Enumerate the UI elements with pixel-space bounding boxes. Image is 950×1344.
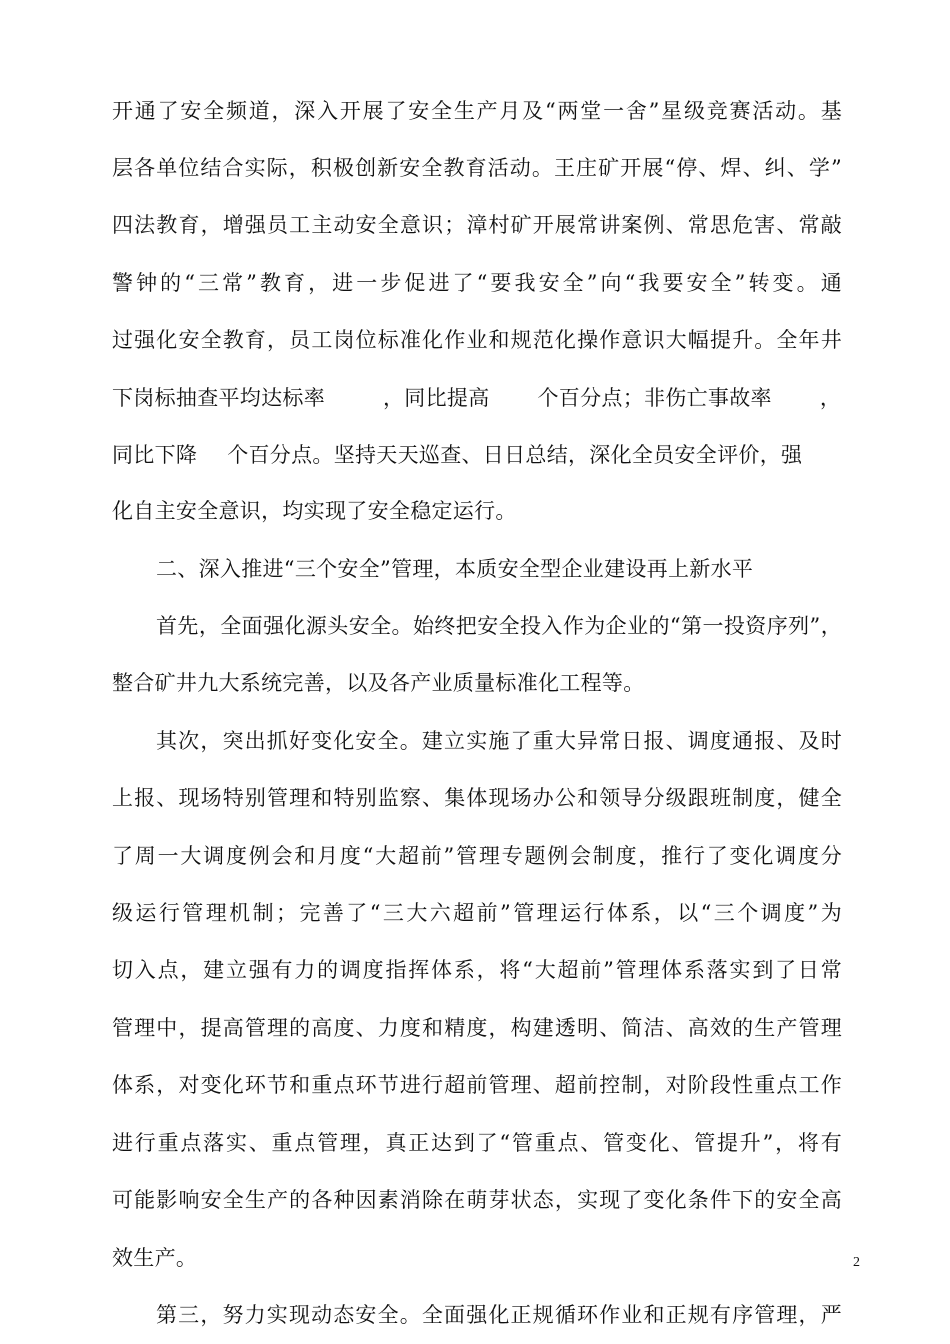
text-line: 开通了安全频道，深入开展了安全生产月及“两堂一舍”星级竞赛活动。基 [112, 99, 842, 123]
page-number: 2 [853, 1255, 860, 1270]
text-line: 层各单位结合实际，积极创新安全教育活动。王庄矿开展“停、焊、纠、学” [112, 156, 842, 180]
text-line: 整合矿井九大系统完善，以及各产业质量标准化工程等。 [112, 671, 645, 695]
section-heading: 二、深入推进“三个安全”管理，本质安全型企业建设再上新水平 [156, 557, 754, 581]
text-line: 警钟的“三常”教育，进一步促进了“要我安全”向“我要安全”转变。通 [112, 271, 842, 295]
text-line: 第三，努力实现动态安全。全面强化正规循环作业和正规有序管理，严 [156, 1303, 842, 1327]
text-segment: 个百分点；非伤亡事故率 [537, 386, 772, 410]
text-line-with-blanks [112, 441, 842, 469]
text-line: 切入点，建立强有力的调度指挥体系，将“大超前”管理体系落实到了日常 [112, 958, 842, 982]
text-segment: ， [819, 386, 842, 410]
text-line: 其次，突出抓好变化安全。建立实施了重大异常日报、调度通报、及时 [156, 729, 842, 753]
text-line: 化自主安全意识，均实现了安全稳定运行。 [112, 499, 517, 523]
text-line-with-blanks [112, 384, 842, 412]
text-line: 过强化安全教育，员工岗位标准化作业和规范化操作意识大幅提升。全年井 [112, 328, 842, 352]
text-line: 四法教育，增强员工主动安全意识；漳村矿开展常讲案例、常思危害、常敲 [112, 213, 842, 237]
text-line: 了周一大调度例会和月度“大超前”管理专题例会制度，推行了变化调度分 [112, 844, 842, 868]
text-line: 上报、现场特别管理和特别监察、集体现场办公和领导分级跟班制度，健全 [112, 786, 842, 810]
text-line: 可能影响安全生产的各种因素消除在萌芽状态，实现了变化条件下的安全高 [112, 1188, 842, 1212]
text-line: 体系，对变化环节和重点环节进行超前管理、超前控制，对阶段性重点工作 [112, 1073, 842, 1097]
text-line: 进行重点落实、重点管理，真正达到了“管重点、管变化、管提升”，将有 [112, 1131, 842, 1155]
text-line: 首先，全面强化源头安全。始终把安全投入作为企业的“第一投资序列”， [156, 614, 842, 638]
text-line: 管理中，提高管理的高度、力度和精度，构建透明、简洁、高效的生产管理 [112, 1016, 842, 1040]
text-segment: 下岗标抽查平均达标率 [112, 386, 325, 410]
text-line: 效生产。 [112, 1246, 198, 1270]
text-segment: 个百分点。坚持天天巡查、日日总结，深化全员安全评价，强 [227, 443, 803, 467]
text-segment: 同比下降 [112, 443, 198, 467]
text-line: 级运行管理机制；完善了“三大六超前”管理运行体系，以“三个调度”为 [112, 901, 842, 925]
text-segment: ，同比提高 [383, 386, 490, 410]
